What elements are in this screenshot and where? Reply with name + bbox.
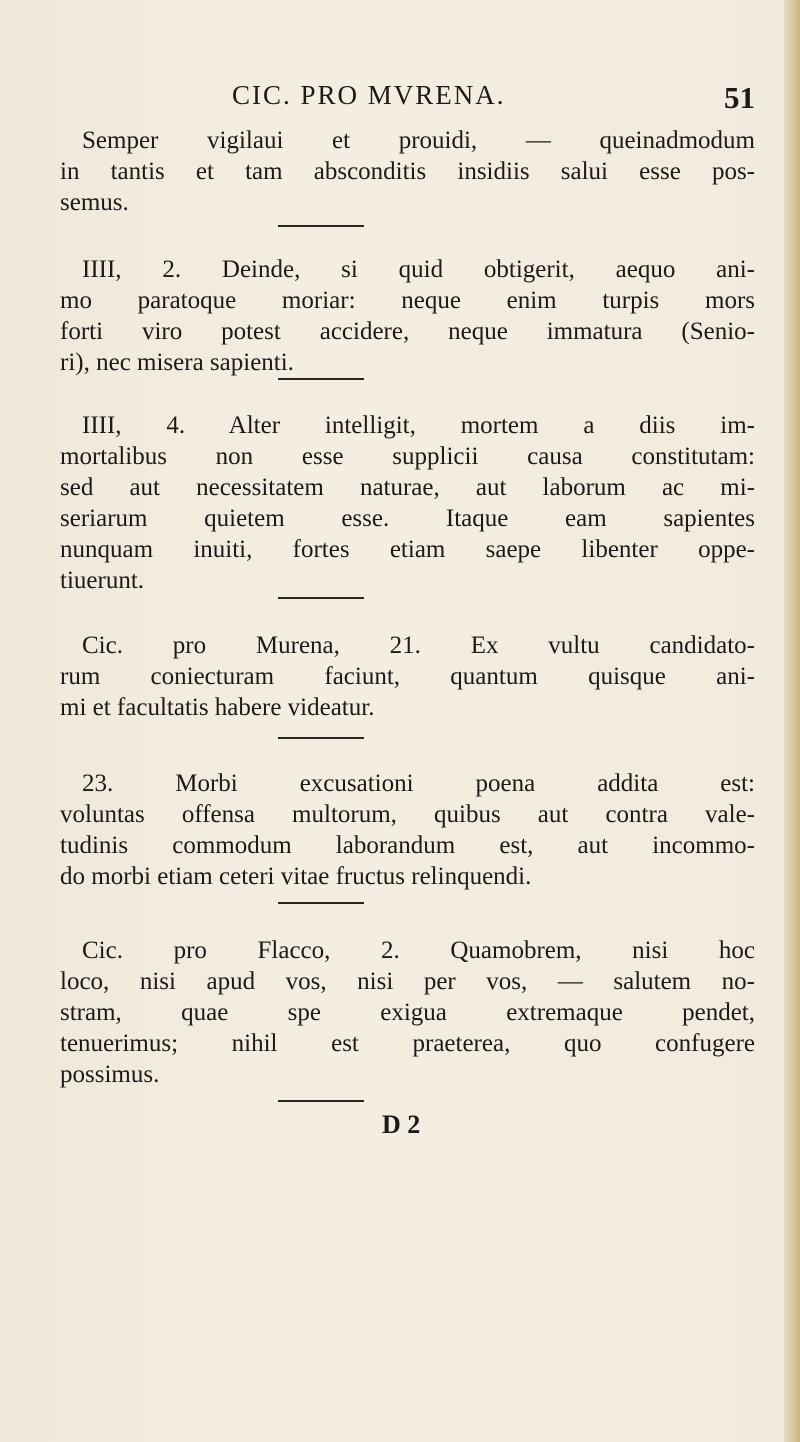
section-divider [278, 597, 364, 599]
paragraph-3 [60, 410, 755, 596]
text-line: mi et facultatis habere videatur. [60, 694, 375, 721]
paragraph-1 [60, 125, 755, 218]
text-line: do morbi etiam ceteri vitae fructus relinquendi. [60, 863, 532, 890]
signature-mark: D 2 [382, 1110, 421, 1139]
section-divider [278, 378, 364, 380]
page-number: 51 [724, 80, 755, 115]
section-divider [278, 902, 364, 904]
section-divider [278, 737, 364, 739]
text-line: Semper vigilaui et prouidi, — queinadmodum [82, 127, 755, 154]
text-line: sed aut necessitatem naturae, aut laborum ac mi- [60, 474, 755, 501]
text-line: IIII, 4. Alter intelligit, mortem a diis im- [82, 412, 755, 439]
text-line: 23. Morbi excusationi poena addita est: [82, 770, 755, 797]
text-line: seriarum quietem esse. Itaque eam sapientes [60, 505, 755, 532]
section-divider [278, 225, 364, 227]
running-head [0, 80, 800, 120]
text-line: forti viro potest accidere, neque immatura (Senio- [60, 318, 755, 345]
paragraph-5 [60, 768, 755, 892]
paragraph-6 [60, 935, 755, 1090]
text-line: nunquam inuiti, fortes etiam saepe libenter oppe- [60, 536, 755, 563]
section-divider [278, 1100, 364, 1102]
text-line: tudinis commodum laborandum est, aut incommo- [60, 832, 755, 859]
text-line: tenuerimus; nihil est praeterea, quo confugere [60, 1030, 755, 1057]
text-line: rum coniecturam faciunt, quantum quisque ani- [60, 663, 755, 690]
text-line: Cic. pro Flacco, 2. Quamobrem, nisi hoc [82, 937, 755, 964]
running-title: CIC. PRO MVRENA. [232, 80, 506, 110]
text-line: possimus. [60, 1061, 160, 1088]
text-line: voluntas offensa multorum, quibus aut contra vale- [60, 801, 755, 828]
text-line: Cic. pro Murena, 21. Ex vultu candidato- [82, 632, 755, 659]
text-line: tiuerunt. [60, 567, 145, 594]
text-line: mo paratoque moriar: neque enim turpis mors [60, 287, 755, 314]
text-line: ri), nec misera sapienti. [60, 349, 294, 376]
text-line: IIII, 2. Deinde, si quid obtigerit, aequo ani- [82, 256, 755, 283]
text-line: mortalibus non esse supplicii causa constitutam: [60, 443, 755, 470]
page-edge [784, 0, 800, 1442]
text-line: stram, quae spe exigua extremaque pendet, [60, 999, 755, 1026]
paragraph-4 [60, 630, 755, 723]
text-line: semus. [60, 189, 129, 216]
text-line: loco, nisi apud vos, nisi per vos, — salutem no- [60, 968, 755, 995]
paragraph-2 [60, 254, 755, 378]
text-line: in tantis et tam absconditis insidiis salui esse pos- [60, 158, 755, 185]
